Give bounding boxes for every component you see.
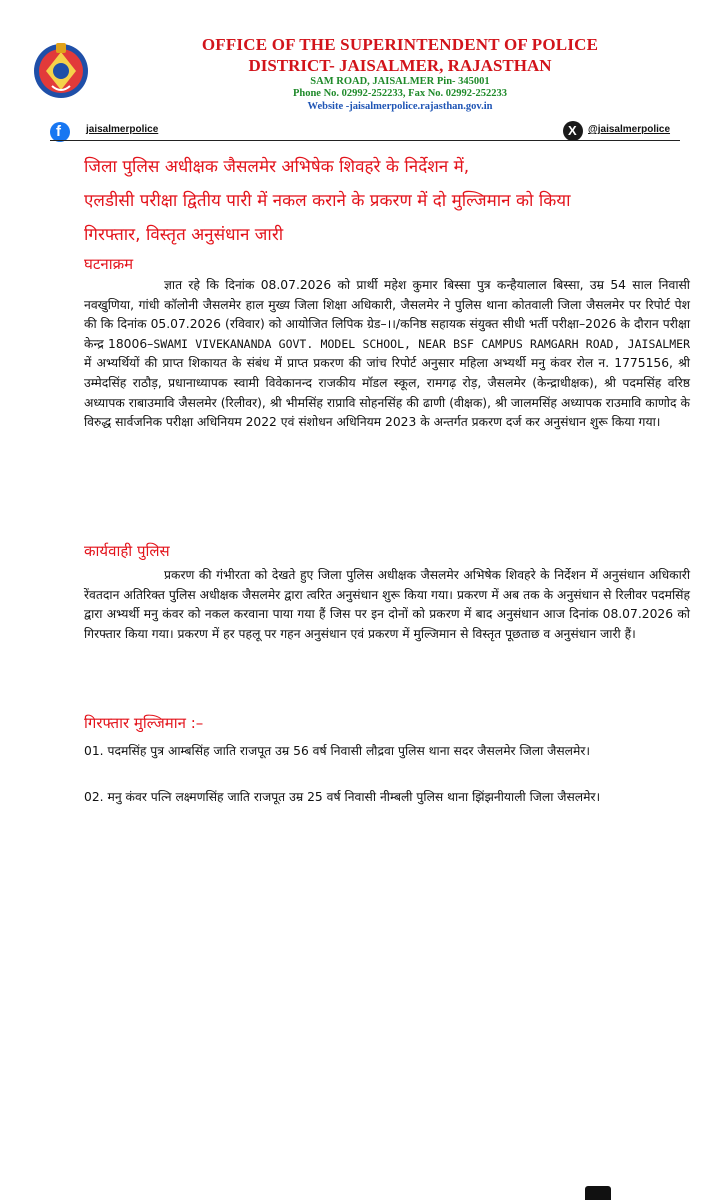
incident-paragraph xyxy=(84,276,690,433)
incident-text-part-2: में अभ्यर्थियों की प्राप्त शिकायत के संबंध में प्राप्त प्रकरण की जांच रिपोर्ट अनुसार महिला अभ्यर्थी मनु कंवर रोल न. 1775156, श्री उम्मेदसिंह राठौड़, प्रधानाध्यापक स्वामी विवेकानन्द राजकीय मॉडल स्कूल, रामगढ़ रोड़, जैसलमेर (केन्द्राधीक्षक), श्री पदमसिंह वरिष्ठ अध्यापक राबाउमावि जैसलमेर (रिलीवर), श्री भीमसिंह राप्रावि सोहनसिंह की ढाणी (वीक्षक), श्री जालमसिंह अध्यापक राउमावि काणोद के विरुद्ध सार्वजनिक परीक्षा अधिनियम 2022 एवं संशोधन अधिनियम 2023 के अन्तर्गत प्रकरण दर्ज कर अनुसंधान शुरू किया गया। xyxy=(84,356,690,430)
arrested-item-1: 01. पदमसिंह पुत्र आम्बसिंह जाति राजपूत उम्र 56 वर्ष निवासी लौद्रवा पुलिस थाना सदर जैसलमेर जिला जैसलमेर। xyxy=(84,744,591,758)
headline-line-1: जिला पुलिस अधीक्षक जैसलमेर अभिषेक शिवहरे के निर्देशन में, xyxy=(84,157,470,177)
arrested-item-2: 02. मनु कंवर पत्नि लक्ष्मणसिंह जाति राजपूत उम्र 25 वर्ष निवासी नीम्बली पुलिस थाना झिंझनीयाली जिला जैसलमेर। xyxy=(84,790,601,804)
headline xyxy=(84,150,704,252)
incident-heading: घटनाक्रम xyxy=(84,255,134,273)
facebook-icon[interactable]: f xyxy=(50,122,70,142)
rajasthan-police-emblem-icon xyxy=(30,38,92,100)
x-twitter-icon[interactable]: X xyxy=(563,121,583,141)
header-divider xyxy=(50,140,680,141)
exam-center-name: SWAMI VIVEKANANDA GOVT. MODEL SCHOOL, NEAR BSF CAMPUS RAMGARH ROAD, JAISALMER xyxy=(153,336,690,351)
police-action-heading: कार्यवाही पुलिस xyxy=(84,542,170,560)
arrested-heading: गिरफ्तार मुल्जिमान :– xyxy=(84,714,204,732)
headline-line-2: एलडीसी परीक्षा द्वितीय पारी में नकल कराने के प्रकरण में दो मुल्जिमान को किया xyxy=(84,191,571,211)
office-title: OFFICE OF THE SUPERINTENDENT OF POLICE xyxy=(201,35,599,54)
headline-line-3: गिरफ्तार, विस्तृत अनुसंधान जारी xyxy=(84,225,284,245)
facebook-handle[interactable]: jaisalmerpolice xyxy=(86,124,159,135)
corner-mark xyxy=(585,1186,611,1200)
police-action-text: प्रकरण की गंभीरता को देखते हुए जिला पुलिस अधीक्षक जैसलमेर अभिषेक शिवहरे के निर्देशन में अनुसंधान अधिकारी रेंवतदान अतिरिक्त पुलिस अधीक्षक जैसलमेर द्वारा त्वरित अनुसंधान शुरू किया गया। प्रकरण में अब तक के अनुसंधान से रिलीवर पदमसिंह द्वारा अभ्यर्थी मनु कंवर को नकल करवाना पाया गया हैं जिस पर इन दोनों को प्रकरण में बाद अनुसंधान आज दिनांक 08.07.2026 को गिरफ्तार किया गया। प्रकरण में हर पहलू पर गहन अनुसंधान एवं प्रकरण में मुल्जिमान से विस्तृत पूछताछ व अनुसंधान जारी हैं। xyxy=(84,568,690,641)
letterhead xyxy=(130,34,670,113)
phone-fax: Phone No. 02992-252233, Fax No. 02992-252233 xyxy=(292,88,508,99)
office-address: SAM ROAD, JAISALMER Pin- 345001 xyxy=(310,76,490,87)
incident-text-part-1: ज्ञात रहे कि दिनांक 08.07.2026 को प्रार्थी महेश कुमार बिस्सा पुत्र कन्हैयालाल बिस्सा, उम्र 54 साल निवासी नवखुणिया, गांधी कॉलोनी जैसलमेर हाल मुख्य जिला शिक्षा अधिकारी, जैसलमेर ने पुलिस थाना कोतवाली जिला जैसलमेर पर रिपोर्ट पेश की कि दिनांक 05.07.2026 (रविवार) को आयोजित लिपिक ग्रेड–।।/कनिष्ठ सहायक संयुक्त सीधी भर्ती परीक्षा–2026 के दौरान परीक्षा केन्द्र 18006– xyxy=(84,278,690,351)
website-link[interactable]: Website -jaisalmerpolice.rajasthan.gov.in xyxy=(307,101,493,112)
police-action-paragraph xyxy=(84,566,690,644)
district-title: DISTRICT- JAISALMER, RAJASTHAN xyxy=(248,56,552,75)
x-handle[interactable]: @jaisalmerpolice xyxy=(588,124,671,135)
